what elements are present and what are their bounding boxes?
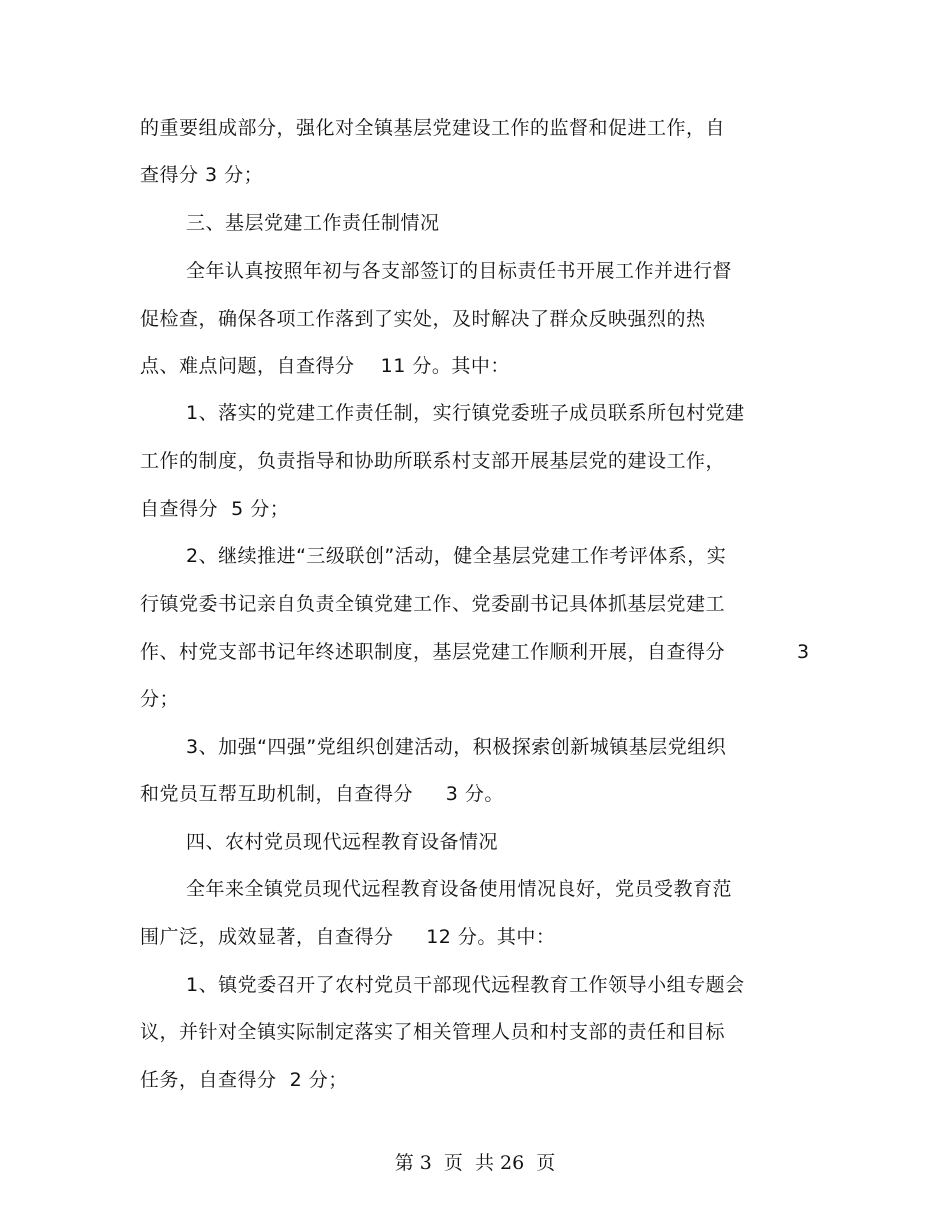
text-line-9: 自查得分 5 分；: [140, 498, 290, 520]
trailing-score: 3: [797, 641, 810, 663]
text-line-12: 作、村党支部书记年终述职制度，基层党建工作顺利开展，自查得分: [140, 641, 726, 663]
text-line-18: 围广泛，成效显著，自查得分 12 分。其中：: [140, 926, 556, 948]
text-line-6: 点、难点问题，自查得分 11 分。其中：: [140, 355, 510, 377]
text-line-14: 3、加强“四强”党组织创建活动，积极探索创新城镇基层党组织: [186, 736, 727, 758]
text-line-2: 查得分 3 分；: [140, 164, 264, 186]
text-line-4: 全年认真按照年初与各支部签订的目标责任书开展工作并进行督: [186, 260, 733, 282]
text-line-13: 分；: [140, 688, 180, 710]
section-heading-3: 三、基层党建工作责任制情况: [186, 212, 440, 234]
text-line-10: 2、继续推进“三级联创”活动，健全基层党建工作考评体系，实: [186, 545, 727, 567]
text-line-20: 议，并针对全镇实际制定落实了相关管理人员和村支部的责任和目标: [140, 1021, 726, 1043]
section-heading-4: 四、农村党员现代远程教育设备情况: [186, 831, 499, 853]
text-line-15: 和党员互帮互助机制，自查得分 3 分。: [140, 783, 504, 805]
text-line-1: 的重要组成部分，强化对全镇基层党建设工作的监督和促进工作，自: [140, 117, 726, 139]
text-line-7: 1、落实的党建工作责任制，实行镇党委班子成员联系所包村党建: [186, 402, 745, 424]
text-line-8: 工作的制度，负责指导和协助所联系村支部开展基层党的建设工作，: [140, 450, 726, 472]
text-line-5: 促检查，确保各项工作落到了实处，及时解决了群众反映强烈的热: [140, 308, 706, 330]
text-line-19: 1、镇党委召开了农村党员干部现代远程教育工作领导小组专题会: [186, 974, 745, 996]
page-footer: 第 3 页 共 26 页: [394, 1152, 556, 1174]
text-line-11: 行镇党委书记亲自负责全镇党建工作、党委副书记具体抓基层党建工: [140, 593, 726, 615]
text-line-17: 全年来全镇党员现代远程教育设备使用情况良好，党员受教育范: [186, 878, 733, 900]
text-line-21: 任务，自查得分 2 分；: [140, 1069, 348, 1091]
